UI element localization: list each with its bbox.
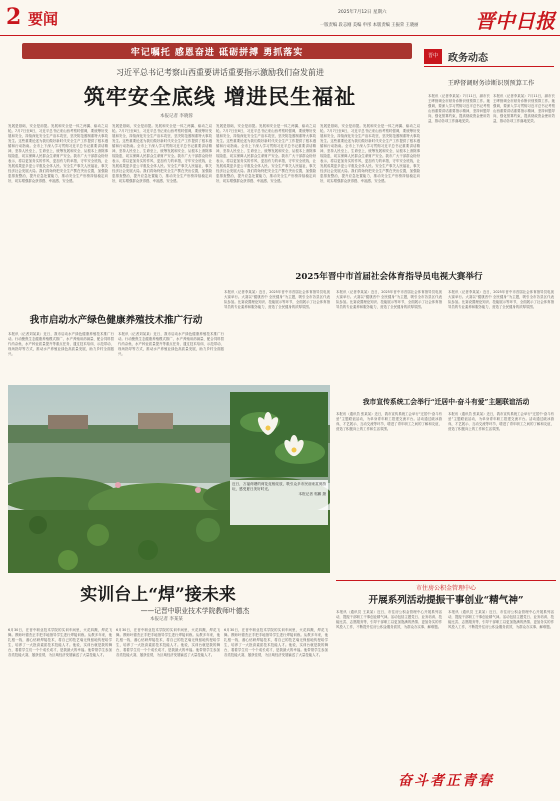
feature-body-3: 6月30日，在晋中职业技术学院的实训车间里，火花四溅，焊花飞舞。教师叶德杰正手把手地指导学生进行焊接训练。从教多年来，他扎根一线，潜心钻研焊接技术，将自己的技艺毫无保留地传授给学生，培养了一大批高素质技术技能人才。他说，实训台就是我的舞台，看着学生们一个个成长成才，是我最大的幸福。他带领学生参加各类技能大赛，屡获佳绩，为区域经济发展输送了大量技能人才。 xyxy=(224,628,328,657)
lead-kicker: 习近平总书记考察山西重要讲话重要指示激励我们奋发前进 xyxy=(116,68,324,77)
editors-line: 一版责编 段志刚 美编 申彤 本版责编 王振荣 王晓丽 xyxy=(320,23,419,28)
news5-body-2: 本报讯（通讯员 王某某）近日，市住房公积金管理中心开展系列活动，提振干部职工干事创业精气神。活动包括主题党日、业务培训、技能比武、志愿服务等，引导干部职工以更加饱满的热情、更加务实的作风投入工作，不断提升住房公积金服务质效，为群众办实事、解难题。 xyxy=(448,610,554,629)
photo-credit: 本报记者 郭鹏 摄 xyxy=(298,492,326,497)
news5-title: 开展系列活动提振干事创业“精气神” xyxy=(368,595,524,606)
news4-body-2: 本报讯（通讯员 张某某）近日，我市宣传系统工会举行“迁居中·奋斗有爱”主题联谊活动，为单身青年职工搭建交流平台。活动通过破冰游戏、才艺展示、互动交流等环节，增进了青年职工之间的了解和友谊，营造了积极向上的工作和生活氛围。 xyxy=(448,412,554,431)
news1-title: 王晔督调财务诊断识别预算工作 xyxy=(447,80,535,87)
footer-slogan-text: 奋斗者正青春 xyxy=(398,773,494,789)
feature-byline: 本报记者 李某某 xyxy=(150,617,183,622)
news1-body-2: 本报讯（记者李某某）7月11日，副市长王晔督调全市财务诊断识别预算工作。她强调，要深入学习贯彻习近平总书记考察山西重要讲话重要指示精神，坚持问题导向，强化预算约束，提高财政资金使用效益，推动各项工作落地见效。 xyxy=(493,94,555,123)
photo-caption xyxy=(230,480,328,525)
news3-body: 本报讯（记者刘某某）近日，我市启动水产绿色健康养殖技术推广行动。行动聚焦生态健康养殖模式推广、水产养殖用药减量、配合饲料替代幼杂鱼、水产种业质量提升等重点任务，通过技术培训、示范带动、现场指导等方式，推动水产养殖业绿色高质量发展，助力乡村全面振兴。 xyxy=(8,332,114,356)
section-title: 政务动态 xyxy=(448,53,488,64)
news2-body-3: 本报讯（记者李某某）近日，2025年晋中市首届社会体育指导员电视大赛举行。大赛以“健康晋中 全民健身”为主题，吸引全市各县区代表队参加。比赛设置理论知识、技能展示等环节，全面展示了社会体育指导员的专业素养和服务能力，营造了全民健身的浓厚氛围。 xyxy=(448,290,554,309)
section-header xyxy=(424,47,554,67)
news3-body-2: 本报讯（记者刘某某）近日，我市启动水产绿色健康养殖技术推广行动。行动聚焦生态健康养殖模式推广、水产养殖用药减量、配合饲料替代幼杂鱼、水产种业质量提升等重点任务，通过技术培训、示范带动、现场指导等方式，推动水产养殖业绿色高质量发展，助力乡村全面振兴。 xyxy=(118,332,224,356)
news2-body: 本报讯（记者李某某）近日，2025年晋中市首届社会体育指导员电视大赛举行。大赛以“健康晋中 全民健身”为主题，吸引全市各县区代表队参加。比赛设置理论知识、技能展示等环节，全面展示了社会体育指导员的专业素养和服务能力，营造了全民健身的浓厚氛围。 xyxy=(224,290,330,309)
lotus-inset-photo xyxy=(230,392,328,477)
feature-subtitle: ——记晋中职业技术学院教师叶德杰 xyxy=(140,607,250,615)
feature-body-2: 6月30日，在晋中职业技术学院的实训车间里，火花四溅，焊花飞舞。教师叶德杰正手把手地指导学生进行焊接训练。从教多年来，他扎根一线，潜心钻研焊接技术，将自己的技艺毫无保留地传授给学生，培养了一大批高素质技术技能人才。他说，实训台就是我的舞台，看着学生们一个个成长成才，是我最大的幸福。他带领学生参加各类技能大赛，屡获佳绩，为区域经济发展输送了大量技能人才。 xyxy=(116,628,220,657)
lead-body: 发展是基础，安全是前提。发展和安全是一体之两翼、驱动之双轮。7月7日至8日，习近平总书记来山西考察时强调，要统筹好发展和安全，持续深化安全生产治本攻坚，坚决防范遏制重特大事故发生。这些重要论述为我们做好新时代安全生产工作提供了根本遵循和行动指南。全市上下深入学习贯彻习近平总书记重要讲话精神，坚持人民至上、生命至上，统筹发展和安全，从根本上消除事故隐患，切实保障人民群众生命财产安全。我市广大干部群众纷纷表示，将以更加务实的作风、更加有力的举措，守牢安全底线，让发展成果更多更公平惠及全体人民。安全生产事关人民福祉，事关经济社会发展大局。我们将始终把安全生产摆在突出位置，加强隐患排查整治，提升应急处置能力，推动安全生产形势持续稳定向好，切实增强群众获得感、幸福感、安全感。 xyxy=(8,124,108,183)
news1-body: 本报讯（记者李某某）7月11日，副市长王晔督调全市财务诊断识别预算工作。她强调，要深入学习贯彻习近平总书记考察山西重要讲话重要指示精神，坚持问题导向，强化预算约束，提高财政资金使用效益，推动各项工作落地见效。 xyxy=(428,94,490,123)
news4-body: 本报讯（通讯员 张某某）近日，我市宣传系统工会举行“迁居中·奋斗有爱”主题联谊活动，为单身青年职工搭建交流平台。活动通过破冰游戏、才艺展示、互动交流等环节，增进了青年职工之间的了解和友谊，营造了积极向上的工作和生活氛围。 xyxy=(336,412,442,431)
news2-body-2: 本报讯（记者李某某）近日，2025年晋中市首届社会体育指导员电视大赛举行。大赛以“健康晋中 全民健身”为主题，吸引全市各县区代表队参加。比赛设置理论知识、技能展示等环节，全面展示了社会体育指导员的专业素养和服务能力，营造了全民健身的浓厚氛围。 xyxy=(336,290,442,309)
news5-body: 本报讯（通讯员 王某某）近日，市住房公积金管理中心开展系列活动，提振干部职工干事创业精气神。活动包括主题党日、业务培训、技能比武、志愿服务等，引导干部职工以更加饱满的热情、更加务实的作风投入工作，不断提升住房公积金服务质效，为群众办实事、解难题。 xyxy=(336,610,442,629)
page-number: 2 xyxy=(6,4,22,30)
banner-slogan: 牢记嘱托 感恩奋进 砥砺拼搏 勇抓落实 xyxy=(130,47,304,58)
lead-byline: 本报记者 李晓蓉 xyxy=(160,114,193,119)
paper-name: 晋中日报 xyxy=(475,9,555,33)
news5-label: 市住房公积金管理中心 xyxy=(336,580,556,592)
slogan-banner xyxy=(22,43,412,59)
section-name: 要闻 xyxy=(28,10,59,28)
news2-title: 2025年晋中市首届社会体育指导员电视大赛举行 xyxy=(295,272,483,282)
feature-body: 6月30日，在晋中职业技术学院的实训车间里，火花四溅，焊花飞舞。教师叶德杰正手把手地指导学生进行焊接训练。从教多年来，他扎根一线，潜心钻研焊接技术，将自己的技艺毫无保留地传授给学生，培养了一大批高素质技术技能人才。他说，实训台就是我的舞台，看着学生们一个个成长成才，是我最大的幸福。他带领学生参加各类技能大赛，屡获佳绩，为区域经济发展输送了大量技能人才。 xyxy=(8,628,112,657)
masthead xyxy=(0,0,560,36)
news3-title: 我市启动水产绿色健康养殖技术推广行动 xyxy=(29,315,203,326)
feature-title: 实训台上“焊”接未来 xyxy=(80,585,236,605)
photo-caption-text: 近日，万福荷塘的荷花竞相绽放，吸引众多市民前来赏荷游玩，感受夏日美好时光。 xyxy=(232,482,326,492)
section-badge: 晋中 xyxy=(424,49,442,64)
news4-title: 我市宣传系统工会举行“迁居中·奋斗有爱”主题联谊活动 xyxy=(362,398,530,406)
lead-body-3: 发展是基础，安全是前提。发展和安全是一体之两翼、驱动之双轮。7月7日至8日，习近平总书记来山西考察时强调，要统筹好发展和安全，持续深化安全生产治本攻坚，坚决防范遏制重特大事故发生。这些重要论述为我们做好新时代安全生产工作提供了根本遵循和行动指南。全市上下深入学习贯彻习近平总书记重要讲话精神，坚持人民至上、生命至上，统筹发展和安全，从根本上消除事故隐患，切实保障人民群众生命财产安全。我市广大干部群众纷纷表示，将以更加务实的作风、更加有力的举措，守牢安全底线，让发展成果更多更公平惠及全体人民。安全生产事关人民福祉，事关经济社会发展大局。我们将始终把安全生产摆在突出位置，加强隐患排查整治，提升应急处置能力，推动安全生产形势持续稳定向好，切实增强群众获得感、幸福感、安全感。 xyxy=(216,124,316,183)
lead-body-2: 发展是基础，安全是前提。发展和安全是一体之两翼、驱动之双轮。7月7日至8日，习近平总书记来山西考察时强调，要统筹好发展和安全，持续深化安全生产治本攻坚，坚决防范遏制重特大事故发生。这些重要论述为我们做好新时代安全生产工作提供了根本遵循和行动指南。全市上下深入学习贯彻习近平总书记重要讲话精神，坚持人民至上、生命至上，统筹发展和安全，从根本上消除事故隐患，切实保障人民群众生命财产安全。我市广大干部群众纷纷表示，将以更加务实的作风、更加有力的举措，守牢安全底线，让发展成果更多更公平惠及全体人民。安全生产事关人民福祉，事关经济社会发展大局。我们将始终把安全生产摆在突出位置，加强隐患排查整治，提升应急处置能力，推动安全生产形势持续稳定向好，切实增强群众获得感、幸福感、安全感。 xyxy=(112,124,212,183)
footer-slogan xyxy=(336,766,556,794)
date-line: 2025年7月12日 星期六 xyxy=(338,10,387,15)
lead-headline: 筑牢安全底线 增进民生福祉 xyxy=(83,84,357,109)
lead-body-4: 发展是基础，安全是前提。发展和安全是一体之两翼、驱动之双轮。7月7日至8日，习近平总书记来山西考察时强调，要统筹好发展和安全，持续深化安全生产治本攻坚，坚决防范遏制重特大事故发生。这些重要论述为我们做好新时代安全生产工作提供了根本遵循和行动指南。全市上下深入学习贯彻习近平总书记重要讲话精神，坚持人民至上、生命至上，统筹发展和安全，从根本上消除事故隐患，切实保障人民群众生命财产安全。我市广大干部群众纷纷表示，将以更加务实的作风、更加有力的举措，守牢安全底线，让发展成果更多更公平惠及全体人民。安全生产事关人民福祉，事关经济社会发展大局。我们将始终把安全生产摆在突出位置，加强隐患排查整治，提升应急处置能力，推动安全生产形势持续稳定向好，切实增强群众获得感、幸福感、安全感。 xyxy=(320,124,420,183)
